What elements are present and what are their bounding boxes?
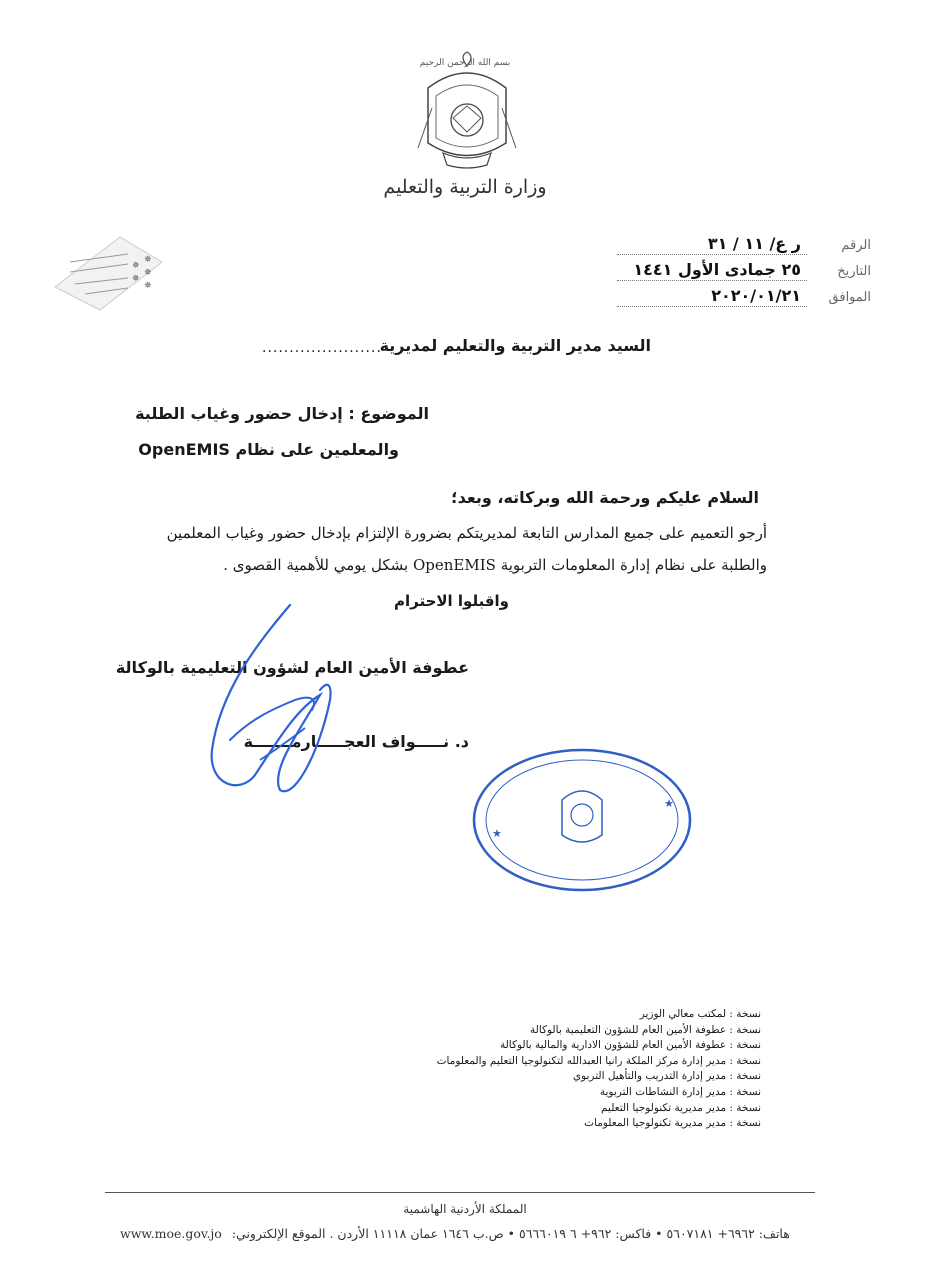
cc-item: نسخة : مدير إدارة مركز الملكة رانيا العبدالله لتكنولوجيا التعليم والمعلومات	[436, 1054, 761, 1067]
body-paragraph-line-2: والطلبة على نظام إدارة المعلومات التربوية OpenEMIS بشكل يومي للأهمية القصوى .	[223, 556, 767, 574]
footer-contact	[120, 1226, 830, 1241]
footer-website-link[interactable]: www.moe.gov.jo	[120, 1226, 222, 1241]
cc-item: نسخة : مدير مديرية تكنولوجيا التعليم	[601, 1101, 761, 1114]
ref-date-value: ۲٥ جمادى الأول ۱٤٤۱	[633, 260, 801, 279]
signatory-title: عطوفة الأمين العام لشؤون التعليمية بالوكالة	[115, 658, 469, 677]
footer-contact-details: هاتف: ٦٩٦٢+ ٥٦٠٧١٨١ • فاكس: ٩٦٢+ ٦ ٥٦٦٦٠١٩ • ص.ب ١٦٤٦ عمان ١١١١٨ الأردن . الموقع الإلكتروني:	[231, 1226, 790, 1241]
cc-item: نسخة : مدير إدارة التدريب والتأهيل التربوي	[572, 1070, 761, 1083]
svg-text:✵: ✵	[132, 274, 140, 284]
subject-line-2: والمعلمين على نظام OpenEMIS	[138, 440, 399, 459]
award-logo-icon	[50, 232, 165, 314]
subject-line-1: الموضوع : إدخال حضور وغياب الطلبة	[135, 404, 429, 423]
addressee-dots: ......................	[262, 340, 382, 356]
ref-date-label: التاريخ	[837, 264, 871, 279]
ref-corresponding-value: ۲۰۲۰/۰۱/۲۱	[711, 286, 801, 305]
svg-text:✵: ✵	[144, 268, 152, 278]
ref-number-value: ر ع/ ۱۱ / ۳۱	[707, 234, 801, 253]
ministry-name: وزارة التربية والتعليم	[383, 176, 547, 198]
header-basmala: بسم الله الرحمن الرحيم	[419, 58, 511, 68]
ref-number-row	[611, 236, 871, 258]
cc-item: نسخة : عطوفة الأمين العام للشؤون التعليمية بالوكالة	[529, 1023, 761, 1036]
signatory-name: د. نـــــواف العجـــــارمـــــــة	[243, 732, 469, 751]
cc-item: نسخة : لمكتب معالي الوزير	[639, 1008, 761, 1020]
cc-list	[301, 1007, 761, 1132]
official-stamp-icon	[470, 745, 695, 895]
svg-text:✵: ✵	[144, 281, 152, 291]
greeting: السلام عليكم ورحمة الله وبركاته، وبعد؛	[451, 488, 759, 507]
svg-text:✵: ✵	[144, 255, 152, 265]
footer-divider	[105, 1192, 815, 1193]
addressee: السيد مدير التربية والتعليم لمديرية	[379, 336, 651, 355]
body-paragraph-line-1: أرجو التعميم على جميع المدارس التابعة لمديريتكم بضرورة الإلتزام بإدخال حضور وغياب المعلمين	[166, 524, 767, 542]
closing-regards: واقبلوا الاحترام	[393, 592, 509, 610]
svg-text:✵: ✵	[132, 261, 140, 271]
svg-text:★: ★	[492, 827, 502, 840]
footer-country: المملكة الأردنية الهاشمية	[403, 1202, 527, 1216]
svg-text:★: ★	[664, 797, 674, 810]
handwritten-signature-icon	[200, 600, 360, 800]
ref-date-row	[611, 262, 871, 284]
ref-corresponding-row	[611, 288, 871, 310]
ref-corresponding-label: الموافق	[828, 290, 871, 305]
cc-item: نسخة : مدير إدارة النشاطات التربوية	[599, 1085, 761, 1098]
cc-item: نسخة : مدير مديرية تكنولوجيا المعلومات	[584, 1117, 761, 1130]
ref-number-label: الرقم	[841, 238, 871, 253]
cc-item: نسخة : عطوفة الأمين العام للشؤون الادارية والمالية بالوكالة	[499, 1039, 761, 1052]
